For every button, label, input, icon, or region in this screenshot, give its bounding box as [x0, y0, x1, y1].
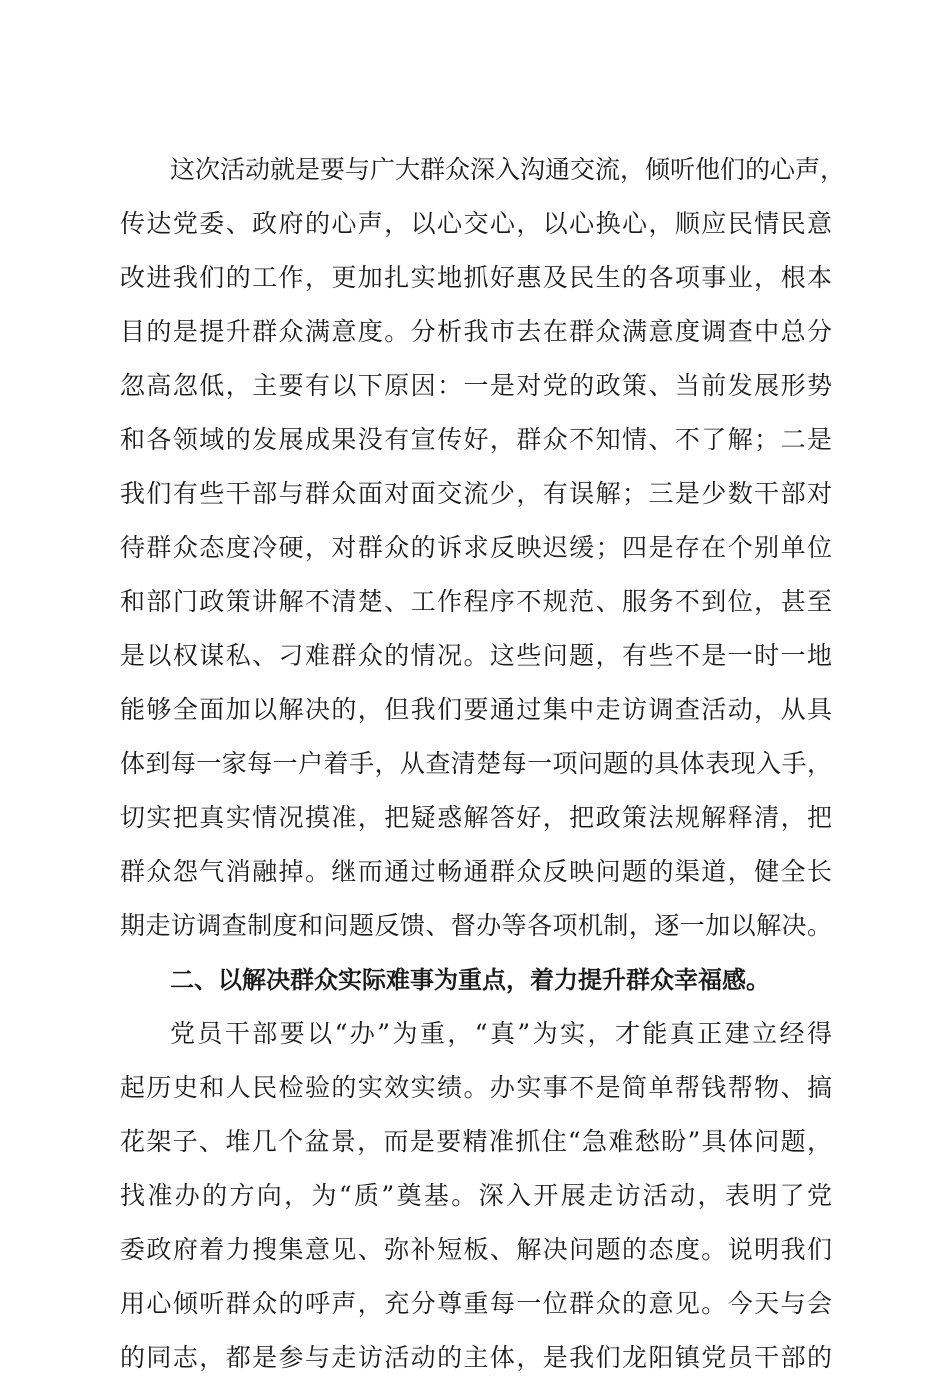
section-heading: 二、以解决群众实际难事为重点，着力提升群众幸福感。	[170, 966, 770, 994]
paragraph-1	[120, 143, 846, 953]
paragraph-line: 用心倾听群众的呼声，充分尊重每一位群众的意见。今天与会	[120, 1289, 832, 1318]
paragraph-line: 目的是提升群众满意度。分析我市去在群众满意度调查中总分	[120, 317, 832, 346]
paragraph-line: 委政府着力搜集意见、弥补短板、解决问题的态度。说明我们	[120, 1235, 832, 1264]
paragraph-line: 和各领域的发展成果没有宣传好，群众不知情、不了解；二是	[120, 425, 832, 454]
paragraph-line: 能够全面加以解决的，但我们要通过集中走访调查活动，从具	[120, 695, 832, 724]
paragraph-line: 的同志，都是参与走访活动的主体，是我们龙阳镇党员干部的	[120, 1343, 832, 1372]
document-body	[120, 143, 846, 1385]
paragraph-line: 花架子、堆几个盆景，而是要精准抓住“急难愁盼”具体问题，	[120, 1127, 832, 1156]
paragraph-line: 切实把真实情况摸准，把疑惑解答好，把政策法规解释清，把	[120, 803, 832, 832]
paragraph-2	[120, 1007, 832, 1385]
paragraph-line: 传达党委、政府的心声，以心交心，以心换心，顺应民情民意	[120, 209, 832, 238]
paragraph-line: 群众怨气消融掉。继而通过畅通群众反映问题的渠道，健全长	[120, 857, 832, 886]
paragraph-line: 改进我们的工作，更加扎实地抓好惠及民生的各项事业，根本	[120, 263, 832, 292]
paragraph-line: 党员干部要以“办”为重，“真”为实，才能真正建立经得	[170, 1019, 832, 1048]
paragraph-line: 找准办的方向，为“质”奠基。深入开展走访活动，表明了党	[120, 1181, 832, 1210]
paragraph-line: 和部门政策讲解不清楚、工作程序不规范、服务不到位，甚至	[120, 587, 832, 616]
paragraph-line: 忽高忽低，主要有以下原因：一是对党的政策、当前发展形势	[120, 371, 832, 400]
paragraph-line: 是以权谋私、刁难群众的情况。这些问题，有些不是一时一地	[120, 641, 832, 670]
paragraph-line: 这次活动就是要与广大群众深入沟通交流，倾听他们的心声，	[170, 155, 846, 184]
paragraph-line: 待群众态度冷硬，对群众的诉求反映迟缓；四是存在个别单位	[120, 533, 832, 562]
paragraph-line: 体到每一家每一户着手，从查清楚每一项问题的具体表现入手，	[120, 749, 832, 778]
paragraph-line: 我们有些干部与群众面对面交流少，有误解；三是少数干部对	[120, 479, 832, 508]
paragraph-line: 期走访调查制度和问题反馈、督办等各项机制，逐一加以解决。	[120, 911, 832, 940]
paragraph-line: 起历史和人民检验的实效实绩。办实事不是简单帮钱帮物、搞	[120, 1073, 832, 1102]
